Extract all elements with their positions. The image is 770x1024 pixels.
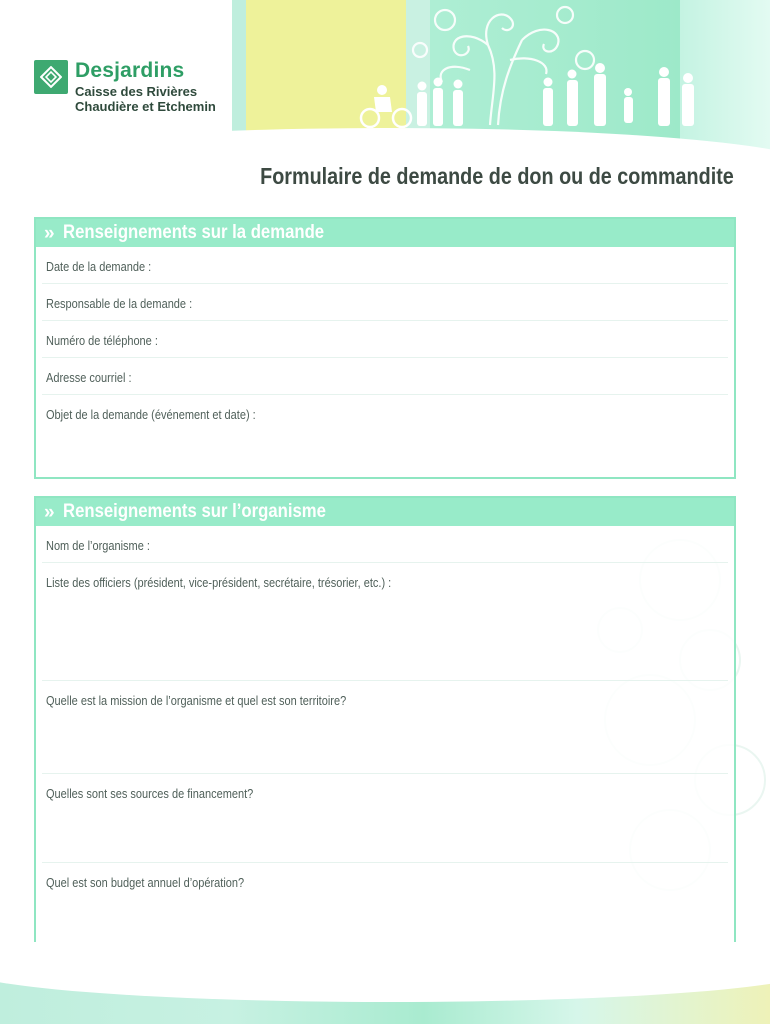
field-officers-list[interactable] (42, 563, 728, 681)
field-funding-sources[interactable] (42, 774, 728, 863)
field-responsible[interactable] (42, 284, 728, 321)
field-label: Numéro de téléphone : (46, 334, 158, 348)
field-label: Liste des officiers (président, vice-président, secrétaire, trésorier, etc.) : (46, 576, 392, 590)
field-label: Adresse courriel : (46, 371, 132, 385)
field-label: Nom de l’organisme : (46, 539, 150, 553)
field-date[interactable] (42, 247, 728, 284)
field-label: Quelles sont ses sources de financement? (46, 787, 254, 801)
field-email[interactable] (42, 358, 728, 395)
page-title: Formulaire de demande de don ou de commandite (260, 163, 734, 189)
field-label: Responsable de la demande : (46, 297, 193, 311)
section-request-info (34, 217, 736, 479)
section-header (36, 498, 734, 526)
field-phone[interactable] (42, 321, 728, 358)
header-illustration (350, 0, 770, 140)
field-request-object[interactable] (42, 395, 728, 475)
logo-line-1: Caisse des Rivières (75, 84, 198, 99)
section-header (36, 219, 734, 247)
double-chevron-icon: » (44, 222, 55, 244)
desjardins-logo-icon (34, 60, 68, 94)
header-band (232, 0, 246, 150)
logo-line-2: Chaudière et Etchemin (75, 99, 216, 114)
field-organization-name[interactable] (42, 526, 728, 563)
section-title: Renseignements sur la demande (62, 222, 324, 243)
organization-logo (34, 60, 216, 114)
section-title: Renseignements sur l’organisme (62, 501, 326, 522)
field-label: Objet de la demande (événement et date) : (46, 408, 256, 422)
logo-brand: Desjardins (75, 59, 185, 82)
double-chevron-icon: » (44, 501, 55, 523)
section-organization-info (34, 496, 736, 946)
field-mission-territory[interactable] (42, 681, 728, 774)
field-annual-budget[interactable] (42, 863, 728, 943)
field-label: Date de la demande : (46, 260, 152, 274)
field-label: Quelle est la mission de l’organisme et quel est son territoire? (46, 694, 347, 708)
field-label: Quel est son budget annuel d’opération? (46, 876, 245, 890)
footer-wave (0, 942, 770, 1002)
